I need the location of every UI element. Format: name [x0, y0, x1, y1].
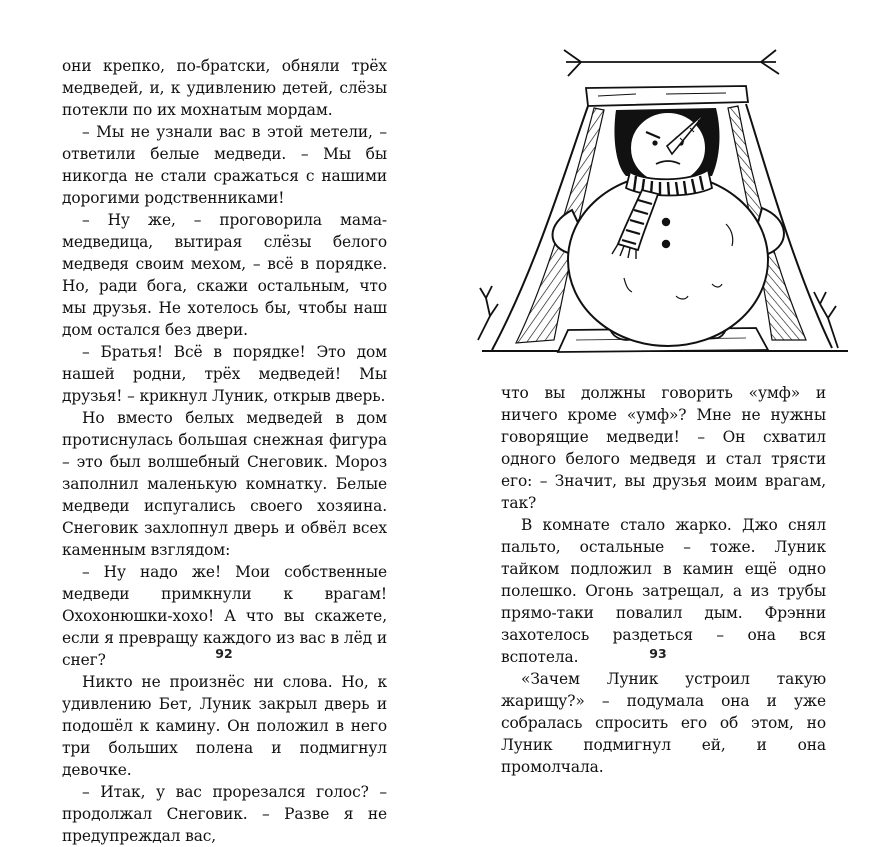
paragraph: что вы должны говорить «умф» и ничего кроме «умф»? Мне не нужны говорящие медведи! – Он схватил одного белого медведя и стал трясти его: – Значит, вы друзья моим врагам, так? [501, 384, 826, 512]
paragraph: – Ну же, – проговорила мама-медведица, вытирая слёзы белого медведя своим мехом, – всё в порядке. Но, ради бога, скажи остальным, что мы друзья. Не хотелось бы, чтобы наш дом остался без двери. [62, 211, 387, 339]
ceiling-beam [564, 50, 779, 76]
paragraph: Никто не произнёс ни слова. Но, к удивлению Бет, Луник закрыл дверь и подошёл к камину. Он положил в него три больших полена и подмигнул девочке. [62, 673, 387, 779]
right-page [440, 0, 880, 776]
snowman-drawing [476, 48, 851, 366]
right-page-text [501, 382, 826, 778]
paragraph: – Мы не узнали вас в этой метели, – ответили белые медведи. – Мы бы никогда не стали сражаться с нашими дорогими родственниками! [62, 123, 387, 207]
lintel [586, 86, 748, 106]
page-number: 93 [649, 646, 667, 661]
paragraph: Но вместо белых медведей в дом протиснулась большая снежная фигура – это был волшебный Снеговик. Мороз заполнил маленькую комнатку. Белые медведи испугались своего хозяина. Снеговик захлопнул дверь и обвёл всех каменным взглядом: [62, 409, 387, 559]
page-number: 92 [215, 646, 233, 661]
paragraph: – Ну надо же! Мои собственные медведи примкнули к врагам! Охохонюшки-хохо! А что вы скажете, если я превращу каждого из вас в лёд и снег? [62, 563, 387, 669]
left-page-text [62, 55, 387, 847]
paragraph: «Зачем Луник устроил такую жарищу?» – подумала она и уже собралась спросить его об этом, но Луник подмигнул ей, и она промолчала. [501, 670, 826, 776]
paragraph: В комнате стало жарко. Джо снял пальто, остальные – тоже. Луник тайком подложил в камин ещё одно полешко. Огонь затрещал, а из трубы прямо-таки повалил дым. Фрэнни захотелось раздеться – она вся вспотела. [501, 516, 826, 666]
paragraph: они крепко, по-братски, обняли трёх медведей, и, к удивлению детей, слёзы потекли по их мохнатым мордам. [62, 57, 387, 119]
snowman-in-doorway-illustration [476, 48, 851, 366]
paragraph: – Итак, у вас прорезался голос? – продолжал Снеговик. – Разве я не предупреждал вас, [62, 783, 387, 845]
left-page [0, 0, 440, 845]
paragraph: – Братья! Всё в порядке! Это дом нашей родни, трёх медведей! Мы друзья! – крикнул Луник, открыв дверь. [62, 343, 387, 405]
